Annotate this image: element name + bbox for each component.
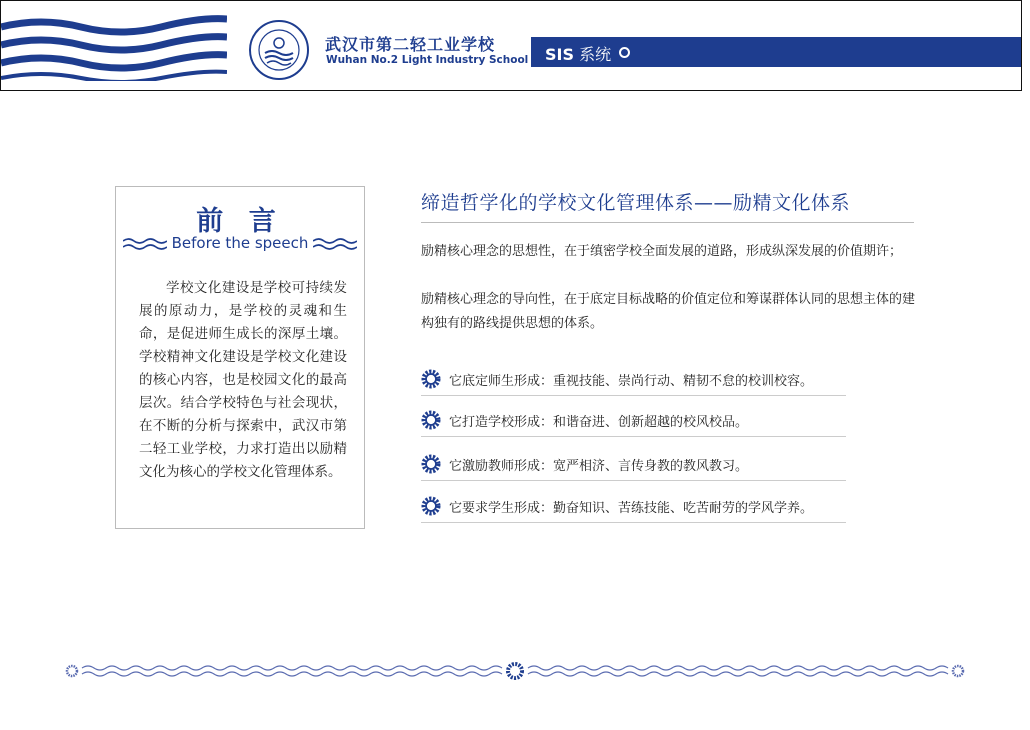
main-title: 缔造哲学化的学校文化管理体系——励精文化体系	[421, 188, 914, 223]
preface-body: 学校文化建设是学校可持续发展的原动力，是学校的灵魂和生命，是促进师生成长的深厚土壤。学校精神文化建设是学校文化建设的核心内容，也是校园文化的最高层次。结合学校特色与社会现状，在不断的分析与探索中，武汉市第二轻工业学校，力求打造出以励精文化为核心的学校文化管理体系。	[139, 280, 347, 480]
bullet-item	[421, 367, 846, 396]
circle-dot-icon	[619, 47, 630, 58]
gear-icon	[421, 410, 441, 430]
system-label-cn: 系统	[579, 45, 612, 64]
wave-logo-graphic	[1, 15, 227, 81]
school-emblem-icon	[248, 19, 310, 81]
paragraph-1: 励精核心理念的思想性，在于缜密学校全面发展的道路，形成纵深发展的价值期许；	[421, 244, 903, 259]
bullet-text: 它要求学生形成：勤奋知识、苦练技能、吃苦耐劳的学风学养。	[449, 501, 814, 516]
preface-title: 前 言	[196, 206, 284, 237]
preface-box	[115, 186, 365, 529]
system-label-latin: SIS	[545, 45, 574, 64]
preface-subtitle: Before the speech	[171, 234, 309, 252]
footer-wave-divider	[62, 658, 968, 684]
system-bar	[531, 37, 1022, 67]
school-name-cn: 武汉市第二轻工业学校	[325, 35, 496, 54]
school-name-en: Wuhan No.2 Light Industry School	[326, 54, 529, 66]
bullet-text: 它激励教师形成：宽严相济、言传身教的教风教习。	[449, 459, 749, 474]
paragraph-2: 励精核心理念的导向性，在于底定目标战略的价值定位和筹谋群体认同的思想主体的建构独有的路线提供思想的体系。	[421, 292, 916, 331]
bullet-item	[421, 494, 846, 523]
bullet-text: 它底定师生形成：重视技能、崇尚行动、精韧不怠的校训校容。	[449, 374, 814, 389]
gear-icon	[421, 454, 441, 474]
bullet-item	[421, 452, 846, 481]
wave-left-icon	[123, 237, 167, 251]
preface-subtitle-row	[116, 234, 364, 252]
wave-right-icon	[313, 237, 357, 251]
bullet-text: 它打造学校形成：和谐奋进、创新超越的校风校品。	[449, 415, 749, 430]
page-header	[0, 0, 1022, 91]
gear-icon	[421, 369, 441, 389]
gear-icon	[421, 496, 441, 516]
system-label	[545, 42, 611, 65]
bullet-item	[421, 408, 846, 437]
